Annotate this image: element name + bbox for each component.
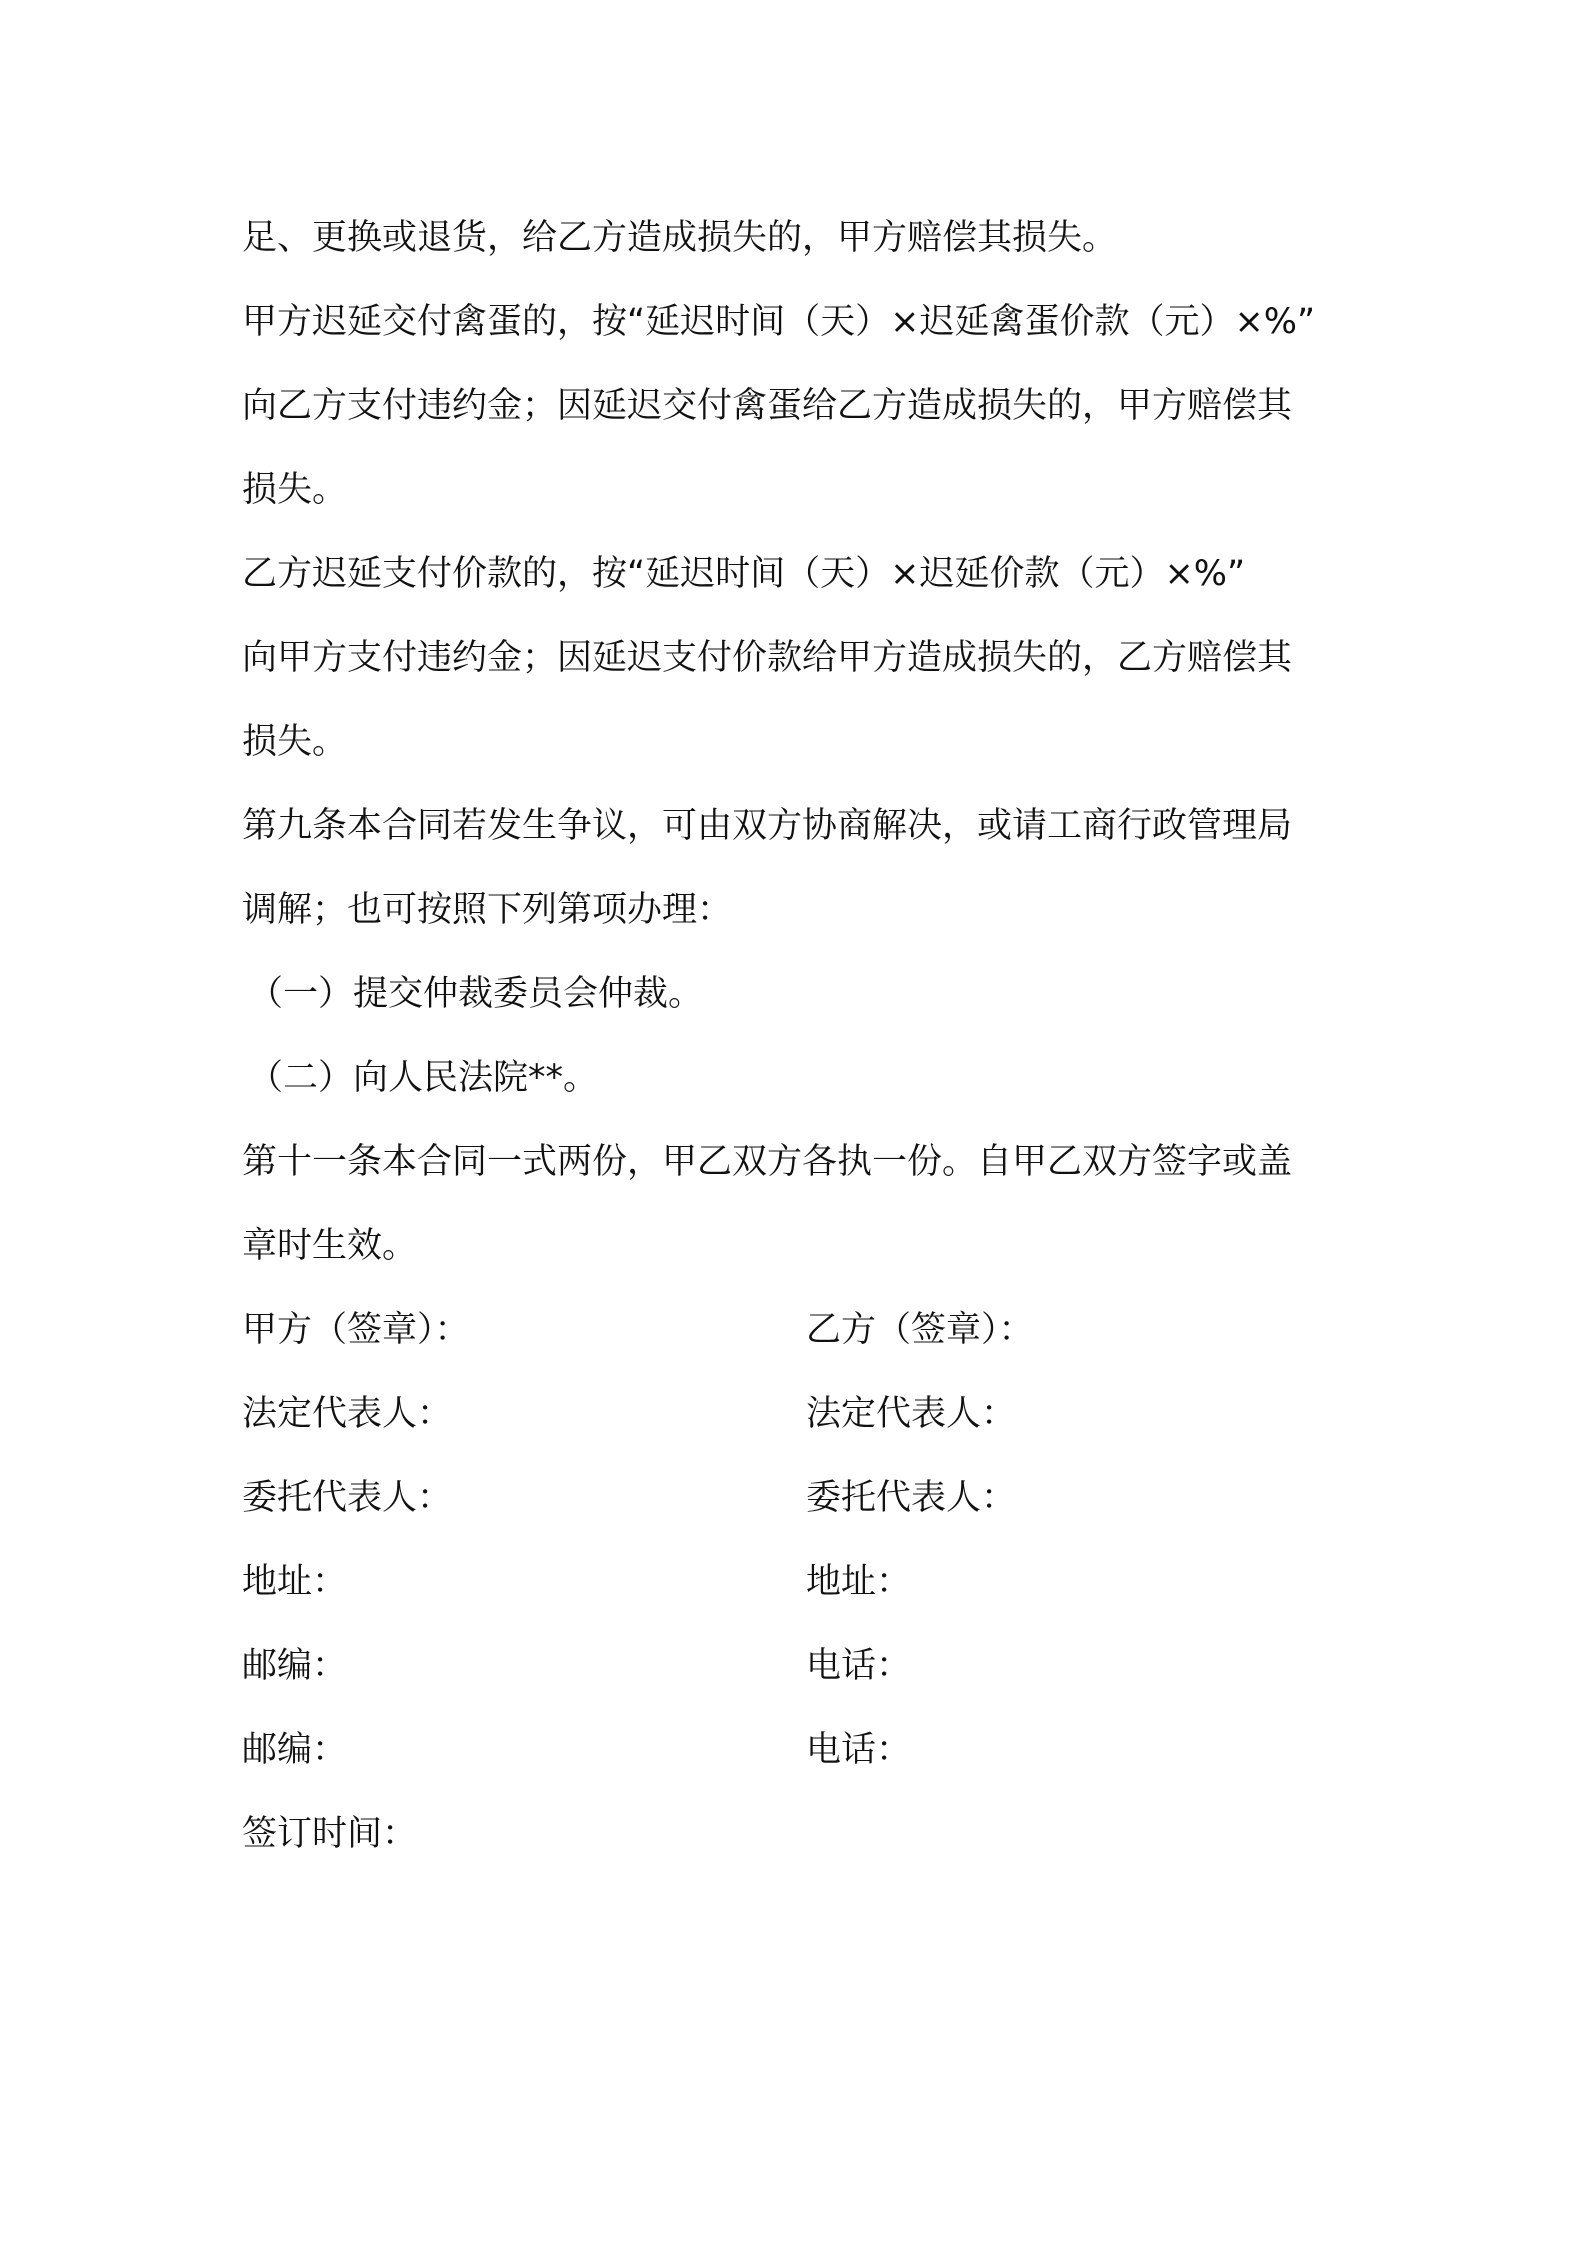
signature-row-agent <box>242 1456 1352 1540</box>
article-eleven-line: 第十一条本合同一式两份，甲乙双方各执一份。自甲乙双方签字或盖 <box>242 1142 1293 1182</box>
party-a-agent-label: 委托代表人： <box>242 1478 453 1518</box>
signature-row-postcode-phone <box>242 1708 1352 1792</box>
paragraph-line: 调解；也可按照下列第项办理： <box>242 890 733 930</box>
paragraph-line: 向甲方支付违约金；因延迟支付价款给甲方造成损失的，乙方赔偿其 <box>242 638 1293 678</box>
option-one: （一）提交仲裁委员会仲裁。 <box>248 974 704 1014</box>
article-nine-line: 第九条本合同若发生争议，可由双方协商解决，或请工商行政管理局 <box>242 806 1293 846</box>
signature-row-postcode-phone <box>242 1624 1352 1708</box>
party-a-address-label: 地址： <box>242 1562 348 1602</box>
party-b-address-label: 地址： <box>806 1562 912 1602</box>
paragraph-line: 损失。 <box>242 722 348 762</box>
paragraph-line: 乙方迟延支付价款的，按“延迟时间（天）×迟延价款（元）×%” <box>242 554 1246 594</box>
option-two: （二）向人民法院**。 <box>248 1058 599 1098</box>
party-a-legal-rep-label: 法定代表人： <box>242 1394 453 1434</box>
party-a-postcode-label: 邮编： <box>242 1730 348 1770</box>
contract-body <box>242 196 1352 1876</box>
paragraph-line: 甲方迟延交付禽蛋的，按“延迟时间（天）×迟延禽蛋价款（元）×%” <box>242 302 1316 342</box>
party-b-phone-label: 电话： <box>806 1730 912 1770</box>
paragraph-line: 足、更换或退货，给乙方造成损失的，甲方赔偿其损失。 <box>242 218 1118 258</box>
party-a-seal-label: 甲方（签章）： <box>242 1310 470 1350</box>
paragraph-line: 章时生效。 <box>242 1226 418 1266</box>
party-b-legal-rep-label: 法定代表人： <box>806 1394 1017 1434</box>
paragraph-line: 向乙方支付违约金；因延迟交付禽蛋给乙方造成损失的，甲方赔偿其 <box>242 386 1293 426</box>
party-b-seal-label: 乙方（签章）： <box>806 1310 1034 1350</box>
paragraph-line: 损失。 <box>242 470 348 510</box>
signature-row-address <box>242 1540 1352 1624</box>
party-b-phone-label: 电话： <box>806 1646 912 1686</box>
signature-row-legal-rep <box>242 1372 1352 1456</box>
signing-date-label: 签订时间： <box>242 1814 418 1854</box>
signature-row-seal <box>242 1288 1352 1372</box>
party-a-postcode-label: 邮编： <box>242 1646 348 1686</box>
party-b-agent-label: 委托代表人： <box>806 1478 1017 1518</box>
